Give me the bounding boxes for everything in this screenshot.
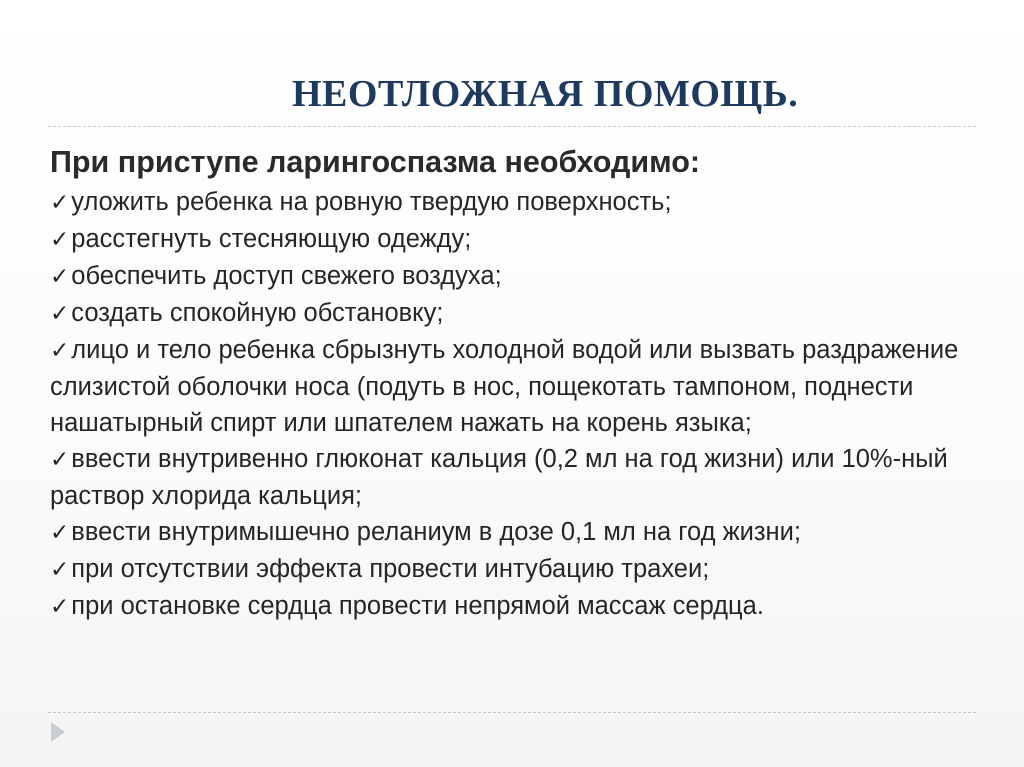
check-icon: ✓ [50, 338, 70, 364]
list-item-text: при отсутствии эффекта провести интубацию трахеи; [71, 555, 710, 583]
play-arrow-icon[interactable] [51, 722, 65, 742]
check-icon: ✓ [50, 594, 70, 620]
check-icon: ✓ [50, 557, 70, 583]
checklist [50, 184, 980, 625]
list-item-text: ввести внутривенно глюконат кальция (0,2 мл на год жизни) или 10%-ный раствор хлорида кальция; [50, 445, 948, 510]
list-item [50, 332, 980, 441]
check-icon: ✓ [50, 227, 70, 253]
list-item [50, 514, 980, 551]
list-item [50, 295, 980, 332]
list-item [50, 551, 980, 588]
check-icon: ✓ [50, 520, 70, 546]
bottom-divider [48, 712, 976, 713]
list-item-text: уложить ребенка на ровную твердую поверхность; [71, 188, 672, 216]
list-item [50, 441, 980, 514]
slide-title: НЕОТЛОЖНАЯ ПОМОЩЬ. [292, 73, 799, 115]
list-item [50, 588, 980, 625]
check-icon: ✓ [50, 190, 70, 216]
list-item-text: расстегнуть стесняющую одежду; [71, 225, 472, 253]
list-item-text: лицо и тело ребенка сбрызнуть холодной водой или вызвать раздражение слизистой оболочки носа (подуть в нос, пощекотать тампоном, поднести нашатырный спирт или шпателем нажать на корень языка; [50, 336, 959, 437]
list-item [50, 221, 980, 258]
check-icon: ✓ [50, 301, 70, 327]
subheading: При приступе ларингоспазма необходимо: [50, 145, 701, 179]
list-item-text: при остановке сердца провести непрямой массаж сердца. [71, 592, 764, 620]
slide-body [50, 142, 980, 625]
check-icon: ✓ [50, 447, 70, 473]
list-item [50, 258, 980, 295]
list-item-text: ввести внутримышечно реланиум в дозе 0,1 мл на год жизни; [71, 518, 801, 546]
top-divider [48, 126, 976, 127]
check-icon: ✓ [50, 264, 70, 290]
list-item [50, 184, 980, 221]
list-item-text: создать спокойную обстановку; [71, 299, 444, 327]
list-item-text: обеспечить доступ свежего воздуха; [71, 262, 502, 290]
